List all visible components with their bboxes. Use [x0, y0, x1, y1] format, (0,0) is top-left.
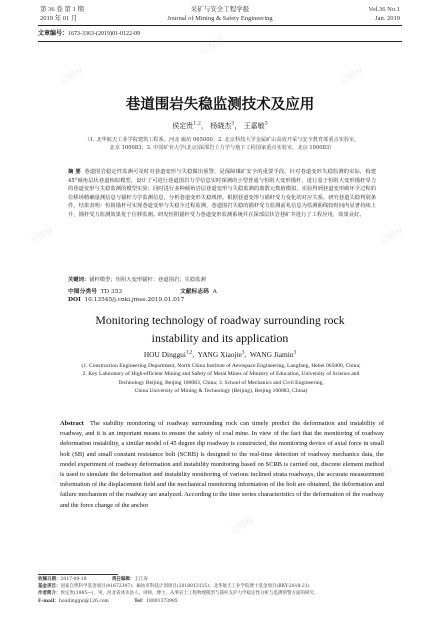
english-authors: HOU Dinggui$^{1,2}$, YANG Xiaojie$^3$, WANG Jiamin$^3$ — [143, 349, 297, 359]
article-number — [38, 30, 140, 38]
author-phone: 18001373985 — [146, 598, 178, 604]
chinese-title: 巷道围岩失稳监测技术及应用 — [125, 97, 315, 113]
watermark: 已授权 — [29, 225, 55, 246]
footnote-author-bio: 作者简介：侯定贵(1985—)，男，河北省沭水县人，讲师，博士，从事岩土工程物理模型与锚杆支护力学稳定性分析与监测预警方面的研究。 — [38, 591, 319, 597]
header-volume-en-info — [369, 5, 400, 23]
document-code: 文献标志码 A — [179, 289, 217, 295]
chinese-authors: 侯定贵$^{1,2}$， 杨晓杰$^3$， 王嘉敏$^3$ — [172, 120, 268, 130]
chinese-keywords — [68, 276, 376, 284]
header-date-en: Jan. 2019 — [375, 15, 400, 22]
english-author: WANG Jiamin$^3$ — [249, 349, 297, 359]
watermark: 已授权 — [229, 515, 255, 536]
watermark: 已授权 — [379, 225, 405, 246]
watermark: 已授权 — [369, 465, 395, 486]
article-number-rule — [38, 41, 402, 42]
watermark: 已授权 — [199, 35, 225, 56]
header-journal-en: Journal of Mining & Safety Engineering — [167, 15, 273, 22]
watermark: 已授权 — [339, 65, 365, 86]
article-number-value: 1673-3363-(2019)01-0122-09 — [68, 31, 141, 37]
chinese-author: 侯定贵$^{1,2}$ — [172, 120, 202, 130]
chinese-abstract-text: 巷道围岩稳定性监测可及时对巷道变形与失稳做出预警，是保障煤矿安全的重要手段。针对巷道变形失稳监测的实际，构建 45°倾角层状巷道相似模型，设计了可进行巷道围岩力学信息实时探测的小型普通与恒阻大变形锚杆，进行基于恒阻大变形锚杆受力的巷道变形与失稳监测的模型实验；同时进行多种倾角岩层巷道变形与失稳监测的离散元数值模拟，实验得到巷道变形破坏全过程的位移场精确量测信息与锚杆力学监测信息，分析巷道变形失稳规律。根据巷道变形与锚杆受力变化的对应关系，研究巷道失稳判别条件，结果表明：恒阻锚杆可实现巷道变形与失稳全过程监测，巷道围岩失稳的锚杆受力监测前兆信息为监测曲线较时间内显著持续上升，锚杆受力监测效果优于位移监测。研发恒阻锚杆受力巷道变形监测系统并在深部层状岩巷矿井进行了工程应用，效果良好。 — [68, 169, 376, 218]
english-author: HOU Dinggui$^{1,2}$ — [143, 349, 193, 359]
english-author: YANG Xiaojie$^3$ — [197, 349, 245, 359]
footnote-received: 收稿日期：2017-09-18 责任编辑：王江涛 — [38, 577, 148, 582]
english-abstract-label: Abstract — [60, 420, 84, 427]
chinese-author: 杨晓杰$^3$ — [210, 120, 235, 130]
english-abstract — [60, 419, 384, 511]
classification-codes — [68, 288, 388, 304]
chinese-affiliations: （1. 北华航天工业学院建筑工程系，河北 廊坊 065000；2. 北京科技大学金属矿山高效开采与安全教育部重点实验室， 北京 100083；3. 中国矿业大学(北京)深部岩土力学与地下工程国家重点实验室，北京 100083） — [84, 137, 360, 151]
header-volume-en: Vol.36 No.1 — [368, 6, 400, 13]
chinese-keywords-text: 锚杆模型；恒阻大变形锚杆；巷道围岩；失稳监测 — [89, 277, 206, 283]
footnote-contact: E-mail：houdinggui@126.com Tel：18001373985 — [38, 598, 178, 604]
chinese-abstract — [68, 168, 376, 220]
article-number-label: 文章编号： — [38, 31, 69, 37]
footnote-rule — [38, 574, 118, 575]
chinese-author: 王嘉敏$^3$ — [243, 120, 268, 130]
footnote-fund: 基金项目：国家自然科学基金项目(41672347)；廊坊市科技计划项目(2018013115)；北华航天工业学院博士基金项目(BKY-2018-21) — [38, 584, 310, 590]
header-date-cn: 2019 年 01 月 — [40, 15, 78, 22]
chinese-keywords-label: 关键词： — [68, 277, 90, 283]
author-email: houdinggui@126.com — [58, 598, 109, 604]
header-rule — [38, 25, 402, 26]
watermark: 已授权 — [59, 65, 85, 86]
footnote — [38, 576, 402, 605]
doi: DOI 10.13545/j.cnki.jmse.2019.01.017 — [68, 297, 185, 303]
clc-code: 中图分类号 TD 353 — [68, 289, 123, 295]
header-volume: 第 36 卷 第 1 期 — [40, 6, 84, 13]
header-journal-cn: 采矿与安全工程学报 — [190, 6, 250, 13]
english-affiliations: (1. Construction Engineering Department, North China Institute of Aerospace Engineering, Langfang, Hebei 065000, China; 2. Key Laboratory of High-efficient Mining and Safety of Metal Mines of Ministry of Education, University of Science and Technology Beijing, Beijing 100083, China; 3. School of Mechanics and Civil Engineering, China University of Mining & Technology (Beijing), Beijing 100083, China) — [81, 363, 361, 395]
english-abstract-text: The stability monitoring of roadway surrounding rock can timely predict the deformation and instability of roadway, and it is an important means to ensure the safety of coal mine. In view of the fact that the monitoring of roadway deformation instability, a similar model of 45 degree dip roadway is constructed, the monitoring device of axial force in small bolt (SB) and small constant resistance bolt (SCRB) is designed to the real-time detection of roadway mechanics data, the model experiment of roadway deformation and instability monitoring based on SCRB is carried out, discrete element method is used to simulate the deformation and instability monitoring of various inclined strata roadways, the accurate measurement information of the displacement field and the mechanical monitoring information of the bolt are obtained, the deformation and failure mechanism of the roadway are analyzed. According to the time series characteristics of the deformation of the roadway and the force change of the anchor — [60, 420, 384, 509]
english-title: Monitoring technology of roadway surrounding rock instability and its application — [95, 313, 345, 345]
chinese-abstract-label: 摘 要 — [68, 169, 81, 175]
watermark: 已授权 — [49, 465, 75, 486]
